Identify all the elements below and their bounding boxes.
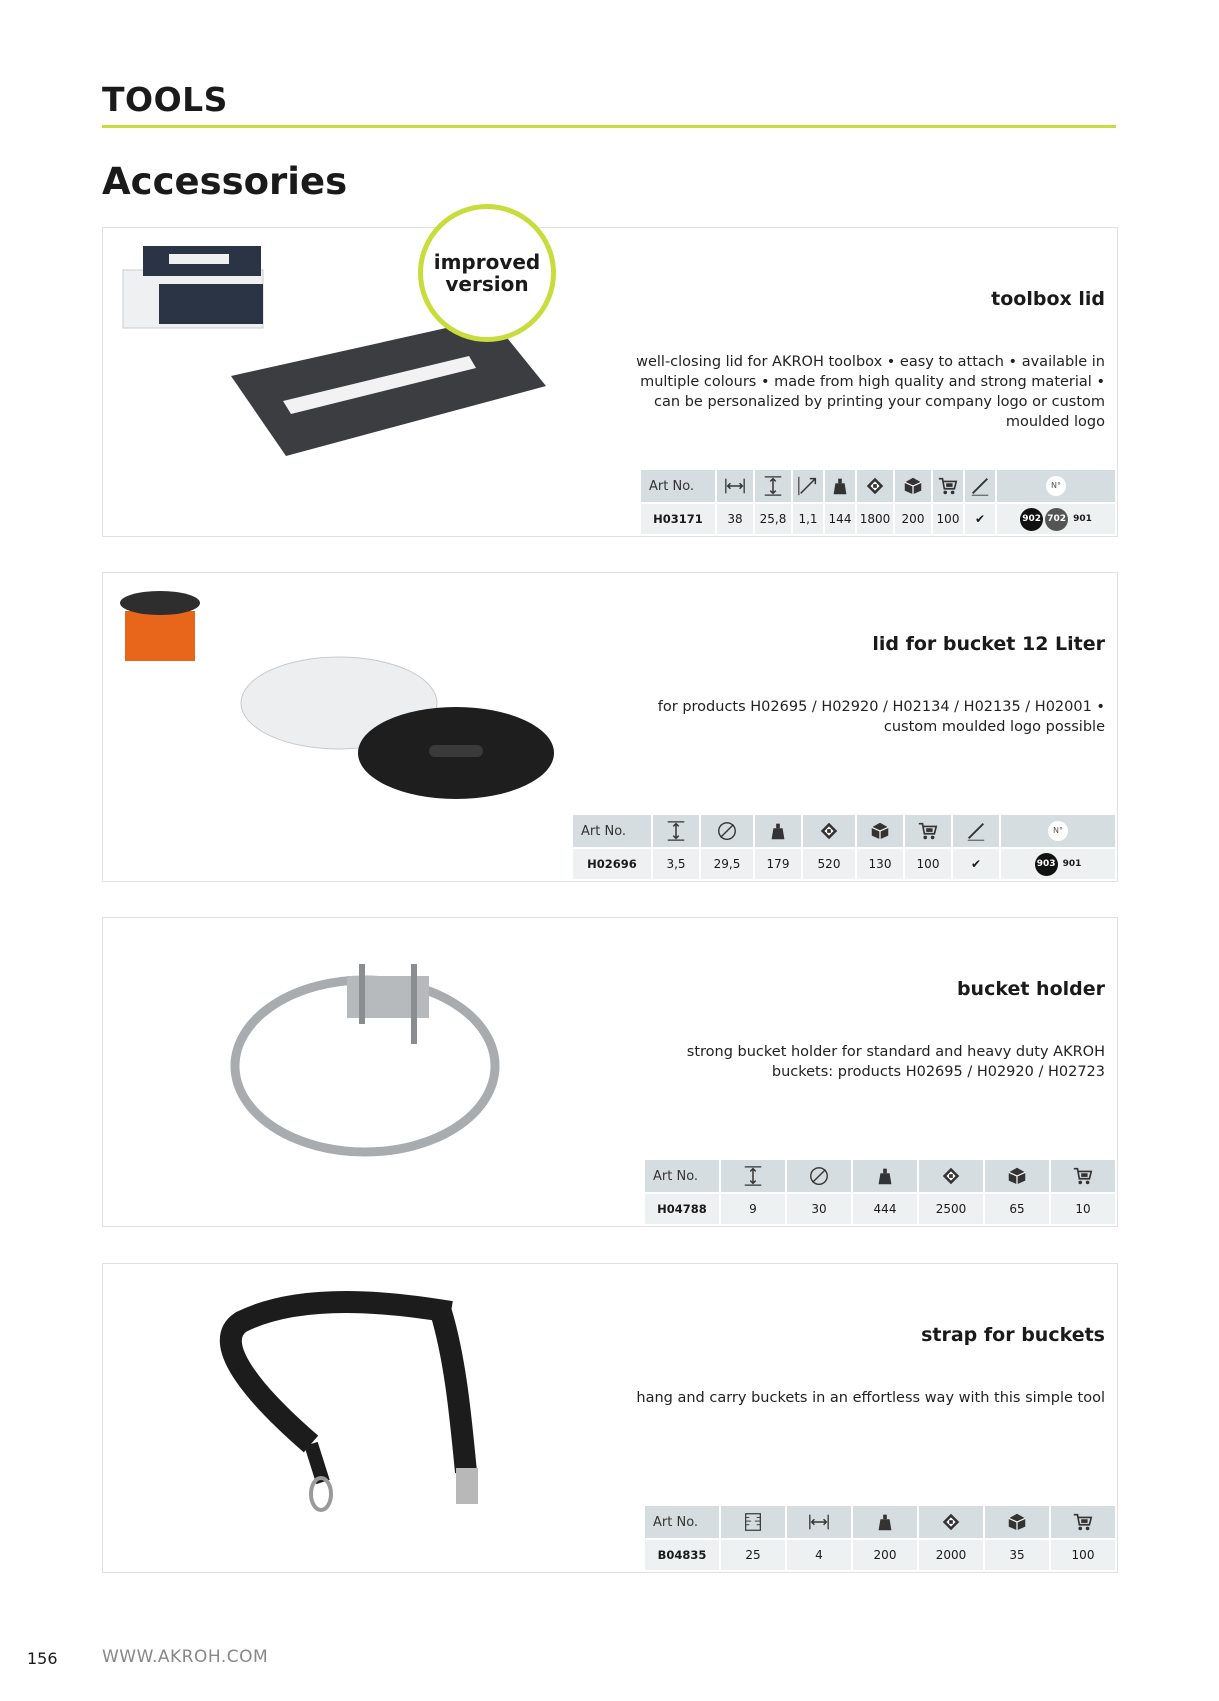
product-card-bucket-lid [102, 572, 1118, 882]
spec-value: 1,1 [793, 504, 823, 534]
cart-icon [1072, 1511, 1094, 1533]
spec-header-cell [721, 1160, 785, 1192]
spec-value: 2500 [919, 1194, 983, 1224]
spec-header-cell [721, 1506, 785, 1538]
spec-value: 4 [787, 1540, 851, 1570]
spec-header-cell [933, 470, 963, 502]
spec-header-cell [985, 1160, 1049, 1192]
spec-header-cell [857, 470, 893, 502]
spec-value: 10 [1051, 1194, 1115, 1224]
spec-value: 29,5 [701, 849, 753, 879]
spec-value: 25 [721, 1540, 785, 1570]
height-icon [742, 1165, 764, 1187]
art-no-label: Art No. [645, 1160, 719, 1192]
spec-header-cell [953, 815, 999, 847]
spec-value: 38 [717, 504, 753, 534]
cart-icon [917, 820, 939, 842]
spec-header-cell [965, 470, 995, 502]
colour-swatch: 702 [1045, 508, 1068, 531]
badge-line1: improved [433, 250, 541, 274]
box-icon [1006, 1511, 1028, 1533]
spec-value-row [645, 1540, 1115, 1570]
spec-header-cell [1051, 1160, 1115, 1192]
badge-line2: version [445, 272, 529, 296]
colour-swatch: 901 [1062, 859, 1082, 869]
spec-value: 65 [985, 1194, 1049, 1224]
improved-version-badge [418, 204, 556, 342]
spec-value: 179 [755, 849, 801, 879]
product-description: strong bucket holder for standard and heavy duty AKROH buckets: products H02695 / H02920 / H02723 [686, 1044, 1105, 1080]
product-card-strap [102, 1263, 1118, 1573]
pen-icon [969, 475, 991, 497]
spec-header-cell [895, 470, 931, 502]
colour-swatch: 902 [1020, 508, 1043, 531]
spec-header-cell [919, 1506, 983, 1538]
art-no-value: H03171 [641, 504, 715, 534]
spec-header-cell [985, 1506, 1049, 1538]
height-icon [665, 820, 687, 842]
cart-icon [1072, 1165, 1094, 1187]
ruler-icon [742, 1511, 764, 1533]
spec-value: 144 [825, 504, 855, 534]
bucket-holder-image [111, 926, 631, 1186]
box-icon [1006, 1165, 1028, 1187]
spec-value: ✔ [965, 504, 995, 534]
weight-icon [874, 1165, 896, 1187]
spec-value: 200 [895, 504, 931, 534]
spec-header-cell [793, 470, 823, 502]
width-icon [724, 475, 746, 497]
product-card-bucket-holder [102, 917, 1118, 1227]
spec-value: 100 [1051, 1540, 1115, 1570]
width-icon [808, 1511, 830, 1533]
height-icon [762, 475, 784, 497]
spec-header-cell [825, 470, 855, 502]
spec-header-row [645, 1160, 1115, 1192]
art-no-label: Art No. [641, 470, 715, 502]
spec-header-cell [853, 1160, 917, 1192]
spec-value: 444 [853, 1194, 917, 1224]
product-name: bucket holder [956, 978, 1105, 1000]
spec-value: 25,8 [755, 504, 791, 534]
art-no-value: B04835 [645, 1540, 719, 1570]
spec-header-cell [919, 1160, 983, 1192]
spec-header-cell [755, 815, 801, 847]
pallet-icon [864, 475, 886, 497]
art-no-label: Art No. [573, 815, 651, 847]
spec-value-row [573, 849, 1115, 879]
spec-header-cell [787, 1160, 851, 1192]
colour-options [997, 504, 1115, 534]
spec-value: 35 [985, 1540, 1049, 1570]
weight-icon [829, 475, 851, 497]
spec-header-cell [857, 815, 903, 847]
diameter-icon [808, 1165, 830, 1187]
spec-header-cell [1051, 1506, 1115, 1538]
spec-value: 1800 [857, 504, 893, 534]
spec-value: 3,5 [653, 849, 699, 879]
spec-value: 100 [933, 504, 963, 534]
spec-header-row [641, 470, 1115, 502]
spec-value: 9 [721, 1194, 785, 1224]
spec-header-cell [717, 470, 753, 502]
section-title: TOOLS [102, 80, 228, 119]
art-no-value: H02696 [573, 849, 651, 879]
spec-value-row [645, 1194, 1115, 1224]
box-icon [869, 820, 891, 842]
spec-header-row [645, 1506, 1115, 1538]
spec-header-cell [755, 470, 791, 502]
spec-header-cell [653, 815, 699, 847]
diameter-icon [716, 820, 738, 842]
spec-table [639, 468, 1117, 536]
page-subtitle: Accessories [102, 160, 348, 203]
product-name: strap for buckets [921, 1324, 1105, 1346]
spec-header-cell [701, 815, 753, 847]
spec-header-cell [905, 815, 951, 847]
diagonal-icon [797, 475, 819, 497]
title-rule [102, 125, 1116, 128]
spec-value: 130 [857, 849, 903, 879]
number-label: N° [1048, 821, 1068, 841]
number-label: N° [1046, 476, 1066, 496]
colour-header-cell [1001, 815, 1115, 847]
product-description: hang and carry buckets in an effortless way with this simple tool [636, 1390, 1105, 1406]
spec-header-row [573, 815, 1115, 847]
pallet-icon [940, 1165, 962, 1187]
spec-value: 2000 [919, 1540, 983, 1570]
toolbox-thumbnail [123, 246, 263, 328]
spec-value-row [641, 504, 1115, 534]
spec-table [571, 813, 1117, 881]
spec-value: 100 [905, 849, 951, 879]
art-no-value: H04788 [645, 1194, 719, 1224]
pallet-icon [940, 1511, 962, 1533]
spec-value: 520 [803, 849, 855, 879]
product-name: toolbox lid [991, 288, 1105, 310]
spec-value: ✔ [953, 849, 999, 879]
art-no-label: Art No. [645, 1506, 719, 1538]
spec-header-cell [787, 1506, 851, 1538]
product-description: for products H02695 / H02920 / H02134 / H02135 / H02001 • custom moulded logo possible [657, 699, 1105, 735]
pen-icon [965, 820, 987, 842]
colour-header-cell [997, 470, 1115, 502]
product-card-toolbox-lid [102, 227, 1118, 537]
product-name: lid for bucket 12 Liter [872, 633, 1105, 655]
bucket-lid-image [111, 581, 631, 841]
strap-image [111, 1272, 631, 1532]
spec-value: 200 [853, 1540, 917, 1570]
weight-icon [767, 820, 789, 842]
cart-icon [937, 475, 959, 497]
weight-icon [874, 1511, 896, 1533]
spec-header-cell [853, 1506, 917, 1538]
spec-header-cell [803, 815, 855, 847]
bucket-thumbnail [120, 591, 200, 661]
spec-table [643, 1158, 1117, 1226]
colour-swatch: 901 [1073, 514, 1092, 524]
product-description: well-closing lid for AKROH toolbox • easy to attach • available in multiple colours • made from high quality and strong material • can be personalized by printing your company logo or custom moulded logo [636, 354, 1105, 430]
box-icon [902, 475, 924, 497]
spec-table [643, 1504, 1117, 1572]
spec-value: 30 [787, 1194, 851, 1224]
footer-url[interactable]: WWW.AKROH.COM [102, 1647, 269, 1667]
colour-options [1001, 849, 1115, 879]
pallet-icon [818, 820, 840, 842]
page-number: 156 [27, 1649, 58, 1668]
colour-swatch: 903 [1035, 853, 1058, 876]
